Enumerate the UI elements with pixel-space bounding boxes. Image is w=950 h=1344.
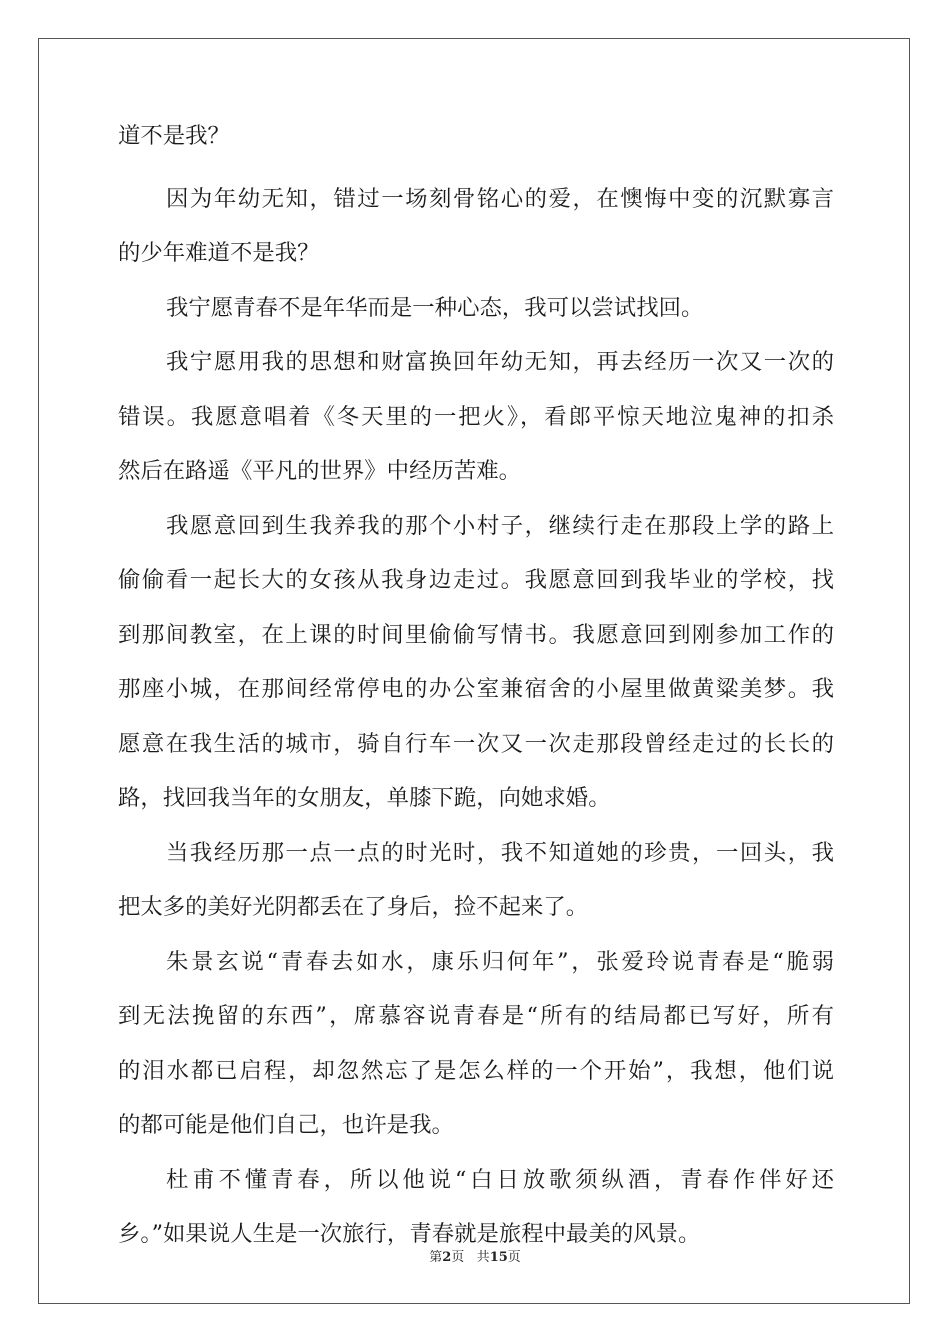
text-line: 杜甫不懂青春，所以他说“白日放歌须纵酒，青春作伴好还: [166, 1167, 834, 1193]
text-line: 那座小城，在那间经常停电的办公室兼宿舍的小屋里做黄粱美梦。我: [118, 676, 834, 702]
text-line: 朱景玄说“青春去如水，康乐归何年”，张爱玲说青春是“脆弱: [166, 949, 834, 975]
text-line: 我宁愿用我的思想和财富换回年幼无知，再去经历一次又一次的: [166, 349, 834, 375]
text-line: 的都可能是他们自己，也许是我。: [118, 1112, 454, 1138]
text-line: 然后在路遥《平凡的世界》中经历苦难。: [118, 458, 522, 484]
page-current: 2: [442, 1250, 452, 1265]
text-line: 因为年幼无知，错过一场刻骨铭心的爱，在懊悔中变的沉默寡言: [166, 186, 834, 212]
page-total: 15: [489, 1250, 508, 1265]
text-line: 乡。”如果说人生是一次旅行，青春就是旅程中最美的风景。: [118, 1221, 701, 1247]
total-prefix: 共: [476, 1250, 490, 1265]
total-suffix: 页: [507, 1250, 521, 1265]
text-line: 我愿意回到生我养我的那个小村子，继续行走在那段上学的路上: [166, 513, 834, 539]
text-line: 当我经历那一点一点的时光时，我不知道她的珍贵，一回头，我: [166, 840, 834, 866]
page-suffix: 页: [451, 1250, 465, 1265]
text-line: 到那间教室，在上课的时间里偷偷写情书。我愿意回到刚参加工作的: [118, 622, 834, 648]
text-line: 把太多的美好光阴都丢在了身后，捡不起来了。: [118, 894, 589, 920]
text-line: 错误。我愿意唱着《冬天里的一把火》，看郎平惊天地泣鬼神的扣杀: [118, 404, 834, 430]
text-line: 道不是我？: [118, 123, 230, 149]
text-line: 路，找回我当年的女朋友，单膝下跪，向她求婚。: [118, 785, 611, 811]
page-prefix: 第: [429, 1250, 443, 1265]
text-line: 我宁愿青春不是年华而是一种心态，我可以尝试找回。: [166, 295, 704, 321]
page-footer: [0, 1249, 950, 1267]
text-line: 的泪水都已启程，却忽然忘了是怎么样的一个开始”，我想，他们说: [118, 1058, 834, 1084]
text-line: 到无法挽留的东西”，席慕容说青春是“所有的结局都已写好，所有: [118, 1003, 834, 1029]
text-line: 偷偷看一起长大的女孩从我身边走过。我愿意回到我毕业的学校，找: [118, 567, 834, 593]
text-line: 的少年难道不是我？: [118, 240, 320, 266]
text-line: 愿意在我生活的城市，骑自行车一次又一次走那段曾经走过的长长的: [118, 731, 834, 757]
